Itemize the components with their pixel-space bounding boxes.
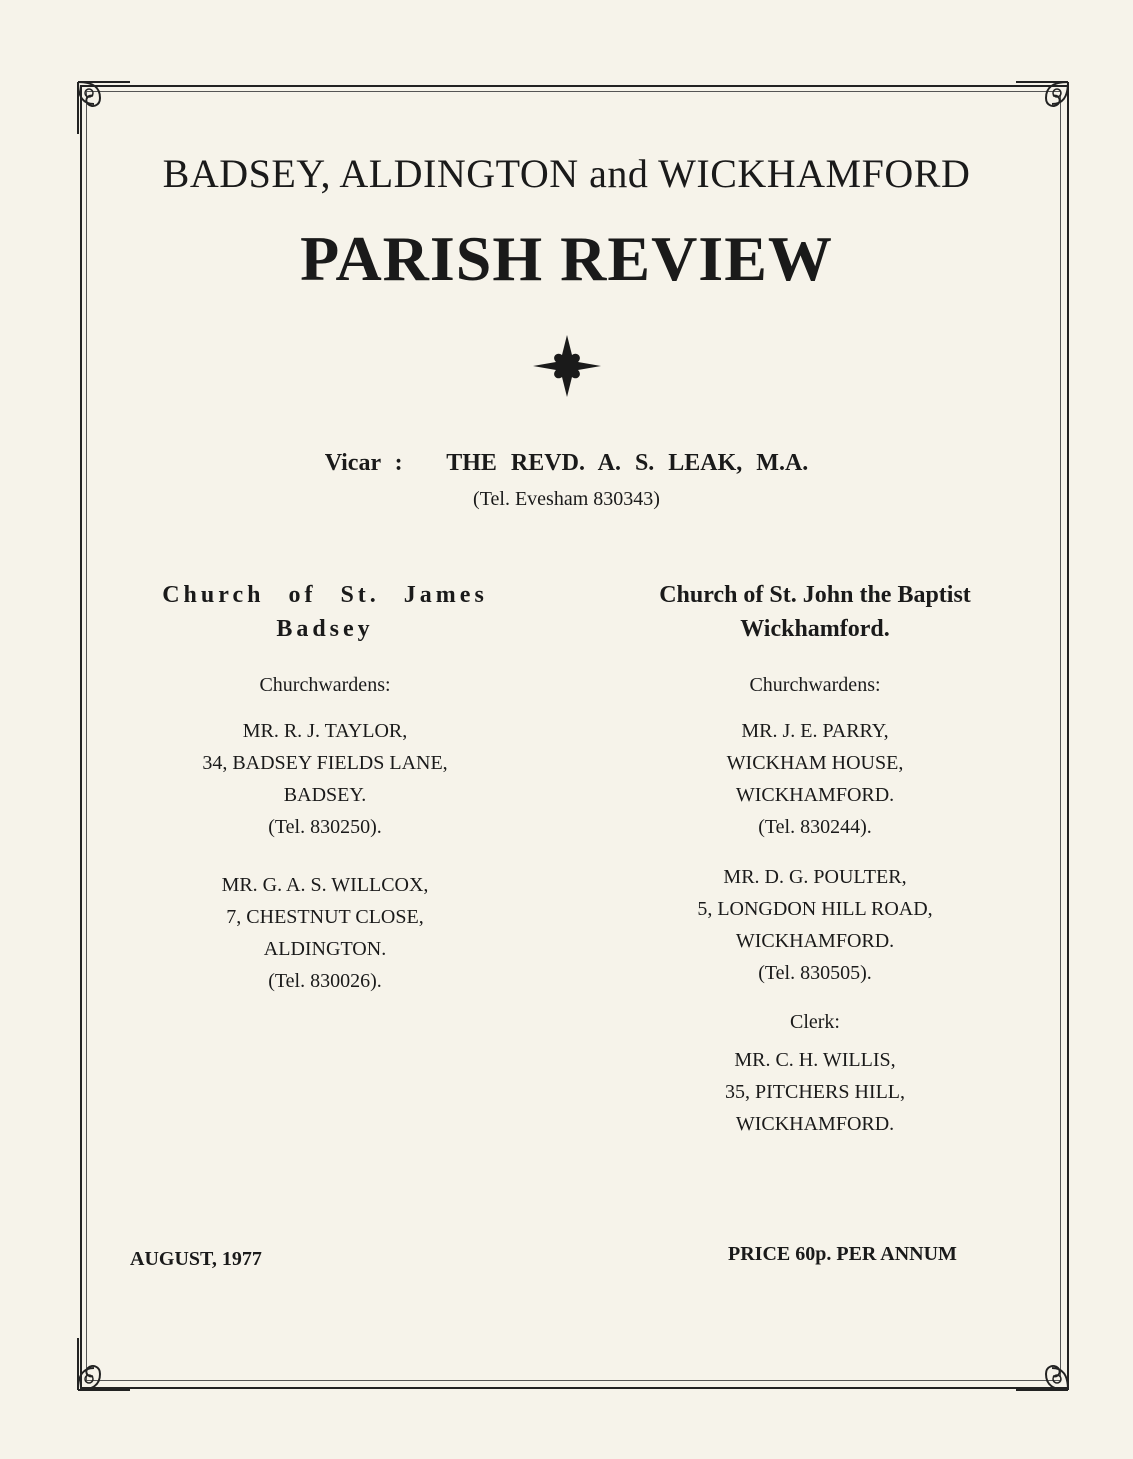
warden-town: WICKHAMFORD. [735, 784, 895, 806]
warden-address: 34, BADSEY FIELDS LANE, [202, 752, 448, 774]
vicar-label: Vicar : [324, 450, 403, 476]
vicar-line [0, 450, 1133, 477]
clerk-address: 35, PITCHERS HILL, [725, 1081, 905, 1103]
warden-telephone: (Tel. 830244). [758, 816, 872, 838]
vicar-telephone: (Tel. Evesham 830343) [473, 488, 660, 510]
church-location: Wickhamford. [740, 616, 890, 642]
warden-address: 5, LONGDON HILL ROAD, [697, 898, 933, 920]
warden-address: WICKHAM HOUSE, [726, 752, 904, 774]
publication-subtitle: PARISH REVIEW [300, 223, 833, 294]
warden-town: ALDINGTON. [263, 938, 387, 960]
warden-telephone: (Tel. 830026). [268, 970, 382, 992]
warden-name: MR. D. G. POULTER, [723, 866, 907, 888]
churchwarden-2 [110, 869, 540, 997]
churchwarden-1 [110, 715, 540, 843]
warden-name: MR. G. A. S. WILLCOX, [221, 874, 429, 896]
church-location: Badsey [276, 616, 374, 642]
subscription-price: PRICE 60p. PER ANNUM [728, 1243, 957, 1265]
church-badsey-column [110, 578, 540, 997]
churchwardens-label: Churchwardens: [259, 674, 391, 696]
warden-telephone: (Tel. 830250). [268, 816, 382, 838]
corner-ornament-bottom-right [1012, 1334, 1072, 1394]
warden-town: BADSEY. [283, 784, 367, 806]
churchwarden-1 [600, 715, 1030, 843]
publication-title: BADSEY, ALDINGTON and WICKHAMFORD [162, 151, 971, 196]
cross-ornament-icon [531, 333, 603, 399]
vicar-name: THE REVD. A. S. LEAK, M.A. [446, 450, 809, 476]
clerk-name: MR. C. H. WILLIS, [734, 1049, 896, 1071]
warden-address: 7, CHESTNUT CLOSE, [226, 906, 424, 928]
corner-ornament-top-left [74, 78, 134, 138]
clerk-town: WICKHAMFORD. [735, 1113, 895, 1135]
corner-ornament-top-right [1012, 78, 1072, 138]
clerk [600, 1044, 1030, 1140]
issue-date: AUGUST, 1977 [130, 1248, 262, 1270]
church-name: Church of St. James [162, 582, 488, 608]
warden-telephone: (Tel. 830505). [758, 962, 872, 984]
corner-ornament-bottom-left [74, 1334, 134, 1394]
church-name: Church of St. John the Baptist [659, 582, 971, 608]
warden-name: MR. R. J. TAYLOR, [242, 720, 408, 742]
churchwardens-label: Churchwardens: [749, 674, 881, 696]
warden-town: WICKHAMFORD. [735, 930, 895, 952]
churchwarden-2 [600, 861, 1030, 989]
clerk-label: Clerk: [790, 1011, 840, 1033]
warden-name: MR. J. E. PARRY, [741, 720, 889, 742]
church-wickhamford-column [600, 578, 1030, 1140]
